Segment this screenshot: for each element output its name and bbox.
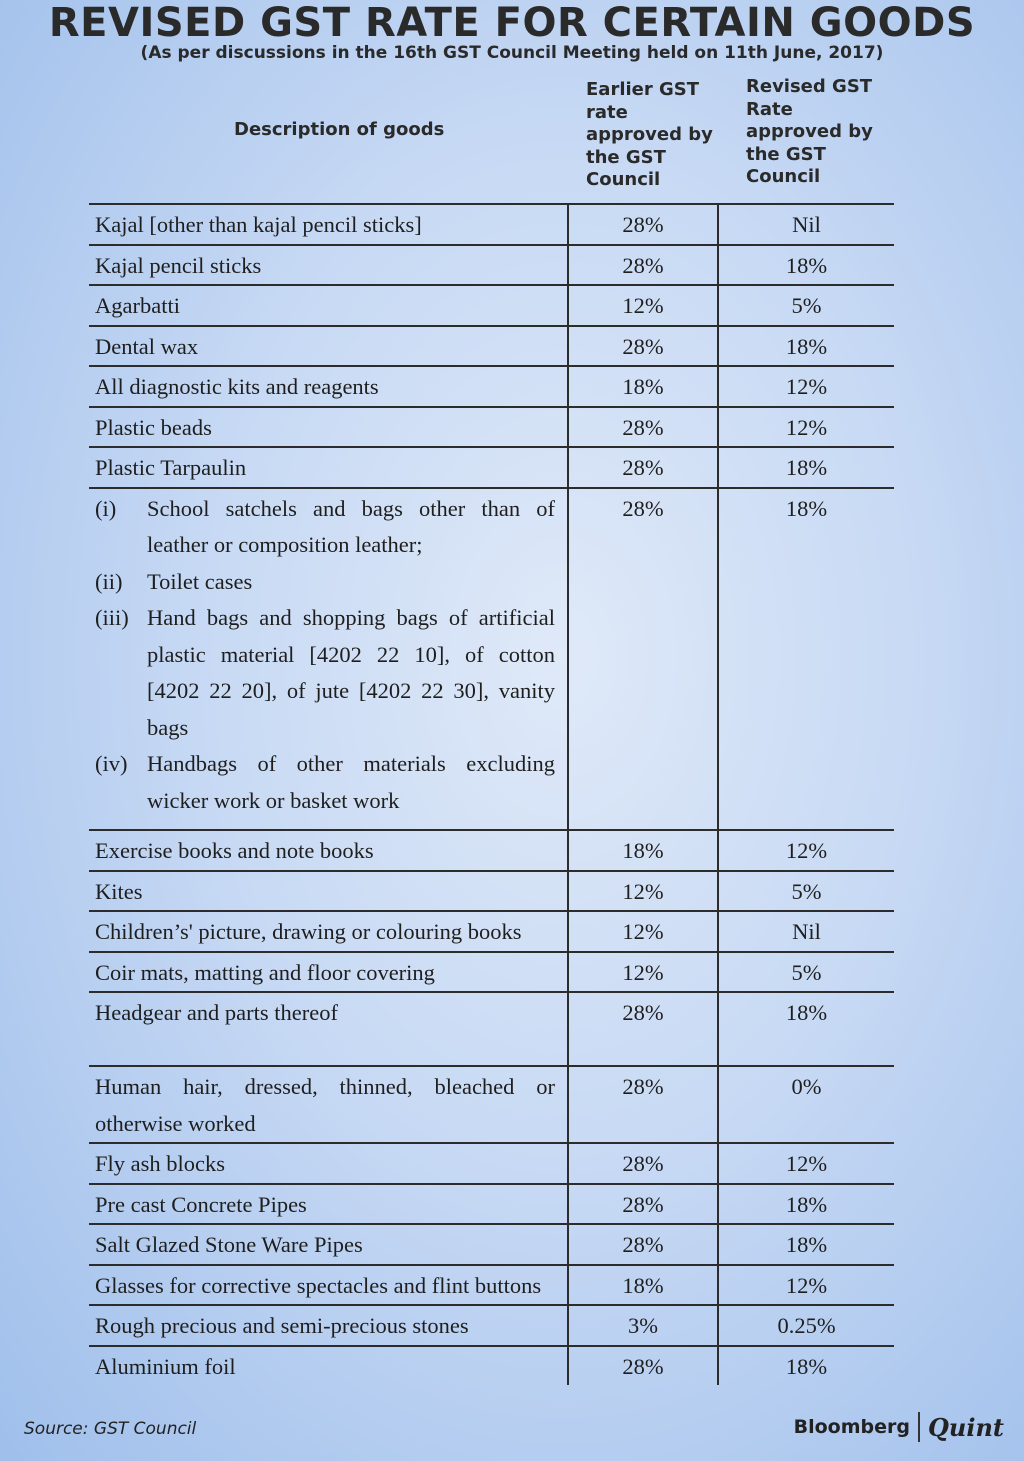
revised-rate: 18% — [718, 488, 894, 831]
sub-item-number: (iv) — [95, 751, 128, 776]
earlier-rate: 28% — [568, 326, 718, 367]
sub-item-text: Handbags of other materials excluding wicker work or basket work — [147, 751, 555, 813]
sub-item — [95, 746, 555, 819]
table-row — [89, 326, 894, 367]
goods-description: Coir mats, matting and floor covering — [89, 952, 568, 993]
revised-rate: 12% — [718, 366, 894, 407]
table-row — [89, 1184, 894, 1225]
goods-description: Agarbatti — [89, 285, 568, 326]
revised-rate: 18% — [718, 1224, 894, 1265]
column-header-revised-rate: Revised GST Rate approved by the GST Council — [746, 76, 873, 187]
earlier-rate: 28% — [568, 992, 718, 1066]
revised-rate: Nil — [718, 911, 894, 952]
column-header-description: Description of goods — [234, 119, 445, 140]
goods-description: Kajal pencil sticks — [89, 245, 568, 286]
revised-rate: 0% — [718, 1066, 894, 1143]
revised-rate: 12% — [718, 830, 894, 871]
table-row — [89, 488, 894, 831]
brand-divider — [918, 1412, 920, 1442]
revised-rate: 0.25% — [718, 1305, 894, 1346]
earlier-rate: 12% — [568, 285, 718, 326]
source-note: Source: GST Council — [24, 1419, 197, 1439]
earlier-rate: 12% — [568, 871, 718, 912]
earlier-rate: 18% — [568, 1265, 718, 1306]
revised-rate: 12% — [718, 1265, 894, 1306]
earlier-rate: 28% — [568, 1184, 718, 1225]
revised-rate: 12% — [718, 407, 894, 448]
earlier-rate: 12% — [568, 952, 718, 993]
goods-description: Glasses for corrective spectacles and flint buttons — [89, 1265, 568, 1306]
earlier-rate: 28% — [568, 1143, 718, 1184]
goods-description: Dental wax — [89, 326, 568, 367]
brand-logo — [794, 1412, 1004, 1442]
goods-description: Children’s' picture, drawing or colouring books — [89, 911, 568, 952]
column-header-earlier-rate: Earlier GST rate approved by the GST Council — [586, 79, 713, 190]
sub-item-text: School satchels and bags other than of leather or composition leather; — [147, 495, 555, 557]
table-row — [89, 245, 894, 286]
revised-rate: 5% — [718, 285, 894, 326]
table-row — [89, 1305, 894, 1346]
goods-description: Fly ash blocks — [89, 1143, 568, 1184]
table-row — [89, 911, 894, 952]
goods-description: Salt Glazed Stone Ware Pipes — [89, 1224, 568, 1265]
sub-item-number: (i) — [95, 495, 117, 521]
sub-item — [95, 564, 555, 601]
earlier-rate: 28% — [568, 447, 718, 488]
brand-quint: Quint — [927, 1412, 1004, 1442]
goods-description: All diagnostic kits and reagents — [89, 366, 568, 407]
goods-description: Exercise books and note books — [89, 830, 568, 871]
revised-rate: 18% — [718, 447, 894, 488]
page-subtitle: (As per discussions in the 16th GST Council Meeting held on 11th June, 2017) — [140, 43, 884, 63]
revised-rate: 5% — [718, 952, 894, 993]
revised-rate: 12% — [718, 1143, 894, 1184]
sub-item-text: Hand bags and shopping bags of artificial plastic material [4202 22 10], of cotton [4202 22 20], of jute [4202 22 30], vanity bags — [147, 605, 555, 740]
goods-description: Human hair, dressed, thinned, bleached or otherwise worked — [89, 1066, 568, 1143]
goods-description: Plastic Tarpaulin — [89, 447, 568, 488]
goods-description: Rough precious and semi-precious stones — [89, 1305, 568, 1346]
sub-item-number: (ii) — [95, 568, 123, 594]
revised-rate: 18% — [718, 245, 894, 286]
table-row — [89, 1265, 894, 1306]
goods-description: Pre cast Concrete Pipes — [89, 1184, 568, 1225]
revised-rate: 18% — [718, 1346, 894, 1386]
table-row — [89, 1143, 894, 1184]
revised-rate: 5% — [718, 871, 894, 912]
table-row — [89, 871, 894, 912]
table-row — [89, 407, 894, 448]
earlier-rate: 18% — [568, 830, 718, 871]
sub-item-number: (iii) — [95, 605, 129, 630]
table-row — [89, 1346, 894, 1386]
earlier-rate: 18% — [568, 366, 718, 407]
earlier-rate: 28% — [568, 1346, 718, 1386]
goods-description: Kajal [other than kajal pencil sticks] — [89, 204, 568, 245]
earlier-rate: 28% — [568, 204, 718, 245]
table-row — [89, 952, 894, 993]
earlier-rate: 28% — [568, 245, 718, 286]
earlier-rate: 3% — [568, 1305, 718, 1346]
earlier-rate: 28% — [568, 488, 718, 831]
earlier-rate: 12% — [568, 911, 718, 952]
sub-item-text: Toilet cases — [147, 568, 253, 594]
table-row — [89, 366, 894, 407]
table-row — [89, 285, 894, 326]
goods-description-list — [89, 488, 568, 831]
revised-rate: 18% — [718, 1184, 894, 1225]
revised-rate: 18% — [718, 992, 894, 1066]
table-row — [89, 830, 894, 871]
table-row — [89, 1066, 894, 1143]
page-title: REVISED GST RATE FOR CERTAIN GOODS — [48, 0, 976, 46]
goods-description: Headgear and parts thereof — [89, 992, 568, 1066]
goods-description: Kites — [89, 871, 568, 912]
brand-bloomberg: Bloomberg — [793, 1416, 910, 1438]
revised-rate: 18% — [718, 326, 894, 367]
earlier-rate: 28% — [568, 1224, 718, 1265]
table-row — [89, 204, 894, 245]
earlier-rate: 28% — [568, 1066, 718, 1143]
table-row — [89, 1224, 894, 1265]
goods-description: Plastic beads — [89, 407, 568, 448]
sub-item — [95, 491, 555, 564]
sub-item — [95, 600, 555, 746]
earlier-rate: 28% — [568, 407, 718, 448]
table-row — [89, 992, 894, 1066]
gst-rate-table — [89, 203, 894, 1385]
goods-description: Aluminium foil — [89, 1346, 568, 1386]
revised-rate: Nil — [718, 204, 894, 245]
table-row — [89, 447, 894, 488]
